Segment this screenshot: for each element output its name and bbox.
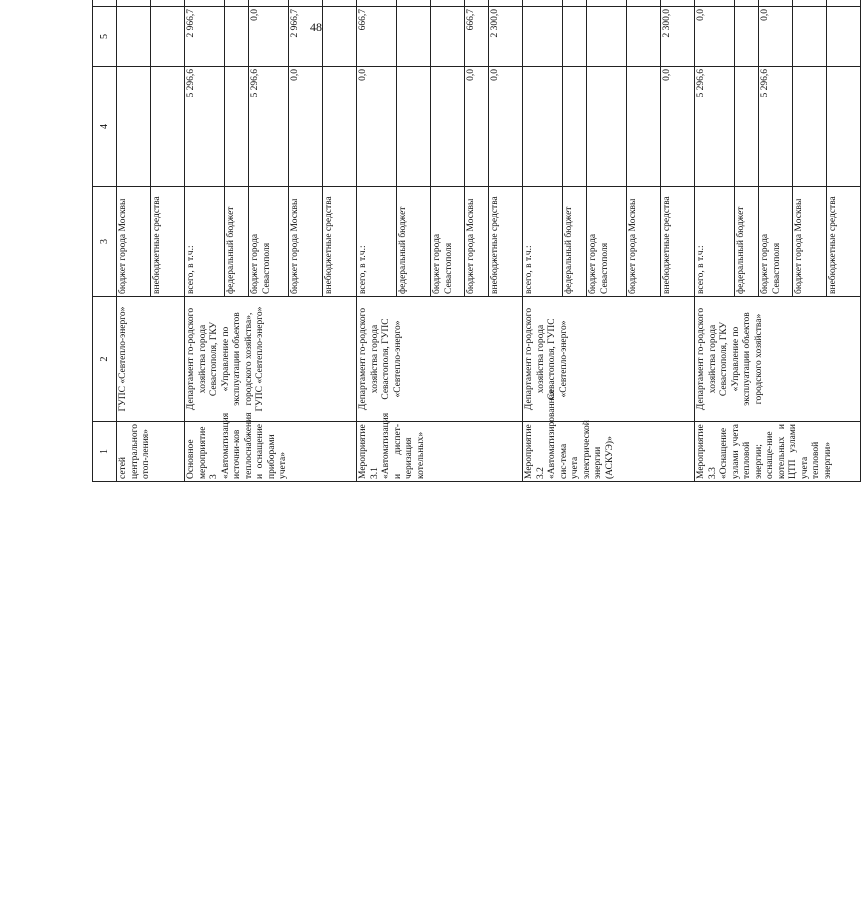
amount-cell: [523, 7, 563, 67]
amount-cell: 0,0: [249, 7, 289, 67]
funding-source-cell: бюджет города Москвы: [117, 187, 151, 297]
measure-name-cell: Мероприятие 3.3 «Оснащение узлами учета тепловой энергии; оснаще-ние котельных и ЦТП узлами учета тепловой энергии»: [695, 422, 861, 482]
funding-source-cell: бюджет города Севастополя: [431, 187, 465, 297]
responsible-executor-cell: Департамент го-родского хозяйства города Севастополя, ГУПС «Севтепло-энерго»: [357, 297, 523, 422]
amount-cell: [289, 0, 323, 7]
table-row: [695, 0, 735, 482]
measure-name-cell: Основное мероприятие 3 «Автоматизация источни-ков теплоснабжения и оснащение приборами учета»: [185, 422, 357, 482]
amount-cell: 2 966,7: [289, 7, 323, 67]
funding-source-cell: бюджет города Севастополя: [249, 187, 289, 297]
amount-cell: [323, 67, 357, 187]
amount-cell: [563, 67, 587, 187]
amount-cell: [735, 67, 759, 187]
page-number: 48: [310, 20, 322, 34]
funding-source-cell: внебюджетные средства: [827, 187, 861, 297]
header-col-3: 3: [93, 187, 117, 297]
amount-cell: [489, 0, 523, 7]
amount-cell: 0,0: [661, 67, 695, 187]
amount-cell: [249, 0, 289, 7]
amount-cell: 5 296,6: [759, 67, 793, 187]
header-col-2: 2: [93, 297, 117, 422]
amount-cell: [627, 67, 661, 187]
amount-cell: [225, 67, 249, 187]
amount-cell: [627, 0, 661, 7]
amount-cell: [563, 0, 587, 7]
amount-cell: [117, 67, 151, 187]
amount-cell: 0,0: [759, 7, 793, 67]
amount-cell: 0,0: [289, 67, 323, 187]
header-col-4: 4: [93, 67, 117, 187]
amount-cell: 0,0: [695, 7, 735, 67]
amount-cell: [431, 7, 465, 67]
amount-cell: 5 296,6: [695, 67, 735, 187]
funding-source-cell: внебюджетные средства: [661, 187, 695, 297]
budget-table: [92, 0, 861, 482]
funding-source-cell: внебюджетные средства: [323, 187, 357, 297]
table-row: [117, 0, 151, 482]
funding-source-cell: бюджет города Севастополя: [587, 187, 627, 297]
amount-cell: 0,0: [357, 67, 397, 187]
amount-cell: [735, 0, 759, 7]
responsible-executor-cell: Департамент го-родского хозяйства города Севастополя, ГКУ «Управление по эксплуатации объектов городского хозяйства»: [695, 297, 861, 422]
amount-cell: [523, 67, 563, 187]
header-col-5: 5: [93, 7, 117, 67]
header-row: [93, 0, 117, 482]
amount-cell: [827, 67, 861, 187]
table-row: [523, 0, 563, 482]
amount-cell: [523, 0, 563, 7]
funding-source-cell: бюджет города Москвы: [627, 187, 661, 297]
funding-source-cell: внебюджетные средства: [151, 187, 185, 297]
amount-cell: [397, 67, 431, 187]
amount-cell: [151, 67, 185, 187]
amount-cell: [397, 0, 431, 7]
amount-cell: [323, 0, 357, 7]
table-body: [117, 0, 861, 482]
amount-cell: 666,7: [357, 7, 397, 67]
amount-cell: 2 300,0: [489, 7, 523, 67]
funding-source-cell: бюджет города Москвы: [289, 187, 323, 297]
amount-cell: 2 966,7: [185, 7, 225, 67]
amount-cell: [827, 7, 861, 67]
amount-cell: [627, 7, 661, 67]
funding-source-cell: бюджет города Москвы: [465, 187, 489, 297]
measure-name-cell: Мероприятие 3.1 «Автоматизация и диспет-черизация котельных»: [357, 422, 523, 482]
amount-cell: [587, 7, 627, 67]
amount-cell: [735, 7, 759, 67]
amount-cell: [397, 7, 431, 67]
responsible-executor-cell: Департамент го-родского хозяйства города Севастополя, ГУПС «Севтепло-энерго»: [523, 297, 695, 422]
funding-source-cell: федеральный бюджет: [225, 187, 249, 297]
amount-cell: [793, 0, 827, 7]
amount-cell: 666,7: [465, 7, 489, 67]
funding-source-cell: федеральный бюджет: [563, 187, 587, 297]
amount-cell: [587, 67, 627, 187]
funding-source-cell: всего, в т.ч.:: [523, 187, 563, 297]
amount-cell: [117, 7, 151, 67]
amount-cell: [759, 0, 793, 7]
amount-cell: 0,0: [489, 67, 523, 187]
amount-cell: [151, 7, 185, 67]
amount-cell: [465, 0, 489, 7]
responsible-executor-cell: ГУПС «Севтепло-энерго»: [117, 297, 185, 422]
amount-cell: [431, 0, 465, 7]
amount-cell: [563, 7, 587, 67]
amount-cell: [431, 67, 465, 187]
table-row: [357, 0, 397, 482]
measure-name-cell: сетей центрального отоп-ления»: [117, 422, 185, 482]
funding-source-cell: всего, в т.ч.:: [695, 187, 735, 297]
amount-cell: [661, 0, 695, 7]
amount-cell: [695, 0, 735, 7]
funding-source-cell: бюджет города Севастополя: [759, 187, 793, 297]
funding-source-cell: всего, в т.ч.:: [185, 187, 225, 297]
amount-cell: [225, 0, 249, 7]
amount-cell: [793, 67, 827, 187]
amount-cell: [225, 7, 249, 67]
amount-cell: 5 296,6: [185, 67, 225, 187]
amount-cell: [117, 0, 151, 7]
amount-cell: [793, 7, 827, 67]
amount-cell: [323, 7, 357, 67]
funding-source-cell: бюджет города Москвы: [793, 187, 827, 297]
header-col-1: 1: [93, 422, 117, 482]
measure-name-cell: Мероприятие 3.2 «Автоматизированная сис-тема учета электрической энергии (АСКУЭ)»: [523, 422, 695, 482]
table-row: [185, 0, 225, 482]
rotated-table: [92, 0, 838, 482]
amount-cell: [185, 0, 225, 7]
amount-cell: [357, 0, 397, 7]
funding-source-cell: внебюджетные средства: [489, 187, 523, 297]
funding-source-cell: федеральный бюджет: [397, 187, 431, 297]
funding-source-cell: федеральный бюджет: [735, 187, 759, 297]
responsible-executor-cell: Департамент го-родского хозяйства города Севастополя, ГКУ «Управление по эксплуатации объектов городского хозяйства», ГУПС «Севтепло-энерго»: [185, 297, 357, 422]
amount-cell: [827, 0, 861, 7]
amount-cell: [587, 0, 627, 7]
amount-cell: [151, 0, 185, 7]
amount-cell: 0,0: [465, 67, 489, 187]
amount-cell: 2 300,0: [661, 7, 695, 67]
amount-cell: 5 296,6: [249, 67, 289, 187]
header-col-6: [93, 0, 117, 7]
funding-source-cell: всего, в т.ч.:: [357, 187, 397, 297]
